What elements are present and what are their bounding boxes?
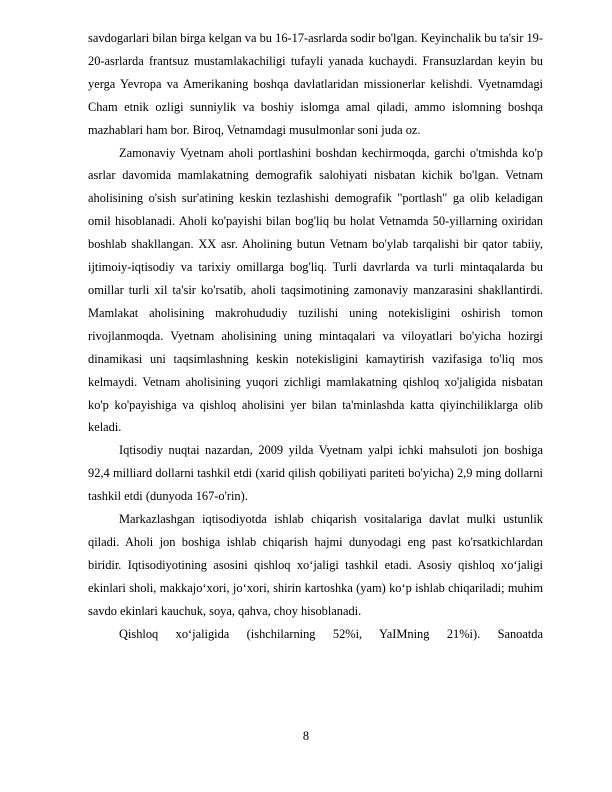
- paragraph-centralized-economy: Markazlashgan iqtisodiyotda ishlab chiqarish vositalariga davlat mulki ustunlik qiladi. Aholi jon boshiga ishlab chiqarish hajmi dunyodagi eng past ko'rsatkichlardan biridir. Iqtisodiyotining asosini qishloq xo‘jaligi tashkil etadi. Asosiy qishloq xo‘jaligi ekinlari sholi, makkajo‘xori, jo‘xori, shirin kartoshka (yam) ko‘p ishlab chiqariladi; muhim savdo ekinlari kauchuk, soya, qahva, choy hisoblanadi.: [88, 512, 543, 618]
- paragraph-religion: savdogarlari bilan birga kelgan va bu 16-17-asrlarda sodir bo'lgan. Keyinchalik bu ta'sir 19-20-asrlarda frantsuz mustamlakachiligi tufayli yanada kuchaydi. Fransuzlardan keyin bu yerga Yevropa va Amerikaning boshqa davlatlaridan missionerlar kelishdi. Vyetnamdagi Cham etnik ozligi sunniylik va boshiy islomga amal qiladi, ammo islomning boshqa mazhablari ham bor. Biroq, Vetnamdagi musulmonlar soni juda oz.: [88, 31, 543, 137]
- page-number: 8: [302, 729, 310, 743]
- document-body: [88, 27, 543, 645]
- paragraph-population: Zamonaviy Vyetnam aholi portlashini boshdan kechirmoqda, garchi o'tmishda ko'p asrlar davomida mamlakatning demografik salohiyati nisbatan kichik bo'lgan. Vetnam aholisining o'sish sur'atining keskin tezlashishi demografik "portlash" ga olib keladigan omil hisoblanadi. Aholi ko'payishi bilan bog'liq bu holat Vetnamda 50-yillarning oxiridan boshlab shakllangan. XX asr. Aholining butun Vetnam bo'ylab tarqalishi bir qator tabiiy, ijtimoiy-iqtisodiy va tarixiy omillarga bog'liq. Turli davrlarda va turli mintaqalarda bu omillar turli xil ta'sir ko'rsatib, aholi taqsimotining zamonaviy manzarasini shakllantirdi. Mamlakat aholisining makrohududiy tuzilishi uning notekisligini oshirish tomon rivojlanmoqda. Vyetnam aholisining uning mintaqalari va viloyatlari bo'yicha hozirgi dinamikasi uni taqsimlashning keskin notekisligini kamaytirish vazifasiga to'liq mos kelmaydi. Vetnam aholisining yuqori zichligi mamlakatning qishloq xo'jaligida nisbatan ko'p ko'payishiga va qishloq aholisini yer bilan ta'minlashda katta qiyinchiliklarga olib keladi.: [88, 145, 543, 435]
- paragraph-economy-gdp: Iqtisodiy nuqtai nazardan, 2009 yilda Vyetnam yalpi ichki mahsuloti jon boshiga 92,4 milliard dollarni tashkil etdi (xarid qilish qobiliyati pariteti bo'yicha) 2,9 ming dollarni tashkil etdi (dunyoda 167-o'rin).: [88, 443, 543, 504]
- paragraph-agriculture: Qishloq xo‘jaligida (ishchilarning 52%i, YaIMning 21%i). Sanoatda: [119, 626, 543, 641]
